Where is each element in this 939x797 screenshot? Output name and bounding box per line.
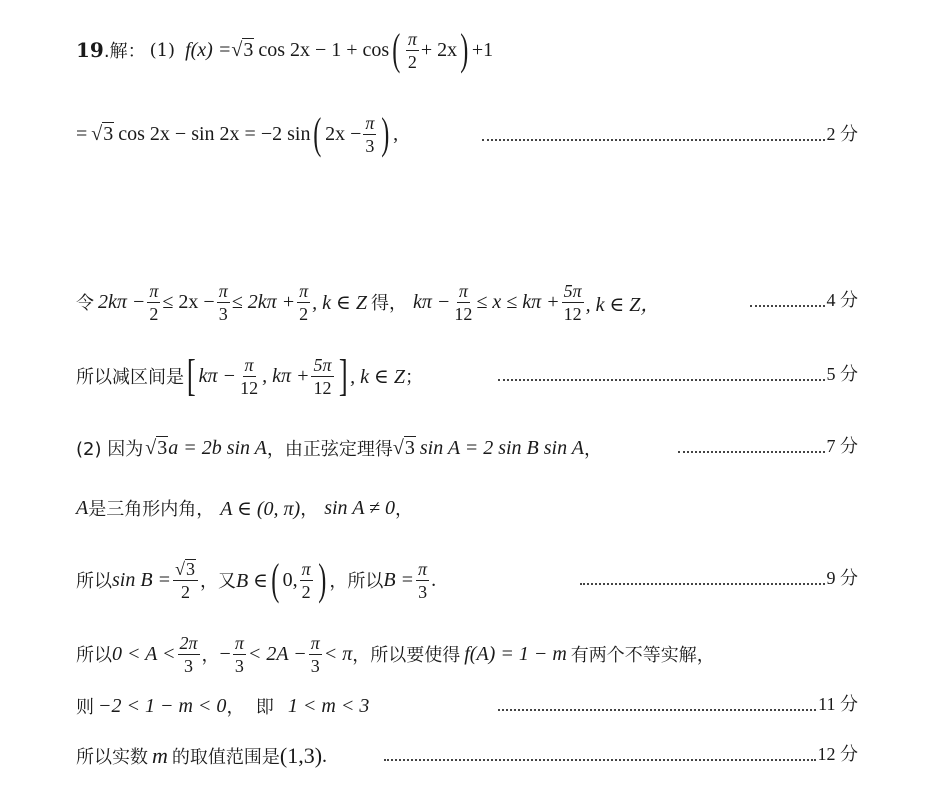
line3-formula: 2kπ − $\frac{\pi}{2}$ ≤ 2x − $\frac{\pi}{3}$ ≤ 2kπ + $\frac{\pi}{2}$ , k ∈ Z (98, 280, 367, 324)
line1-formula: f(x) = √ 3 cos 2x − 1 + cos ( $\frac{\pi}{2}$ + 2x ) +1 (185, 25, 494, 74)
left-paren: ( (313, 109, 322, 158)
right-bracket: ] (338, 351, 348, 400)
right-paren: ) (381, 109, 390, 158)
solution-line-6: A 是三角形内角， A ∈ (0, π) ， sin A ≠ 0 ， (76, 496, 414, 520)
fraction: $\frac{\pi}{3}$ (365, 112, 375, 156)
fraction: $\frac{\pi}{2}$ (407, 28, 417, 72)
score-leader-7: 12 分 (384, 744, 858, 766)
solution-line-8: 所以 0 < A < $\frac{2\pi}{3}$ ， − $\frac{\pi}{3}$ < 2A − $\frac{\pi}{3}$ < π ，所以要使得 f(A) = 1 − m 有两个不等实解， (76, 632, 715, 676)
problem-number: 19 (76, 38, 104, 62)
right-paren: ) (460, 25, 469, 74)
solution-line-5: (2) 因为 √ 3 a = 2b sin A ，由正弦定理得 √ 3 sin A = 2 sin B sin A ， (76, 436, 602, 460)
line4-formula: [ kπ − $\frac{\pi}{12}$ , kπ + $\frac{5\pi}{12}$ ] , k ∈ Z (186, 351, 405, 400)
solution-line-10: 所以实数 m 的取值范围是 (1,3) . (76, 743, 328, 768)
solution-line-7: 所以 sin B = √ 3 2 ，又 B ∈ ( 0, $\frac{\pi}{2}$ ) ，所以 B = $\frac{\pi}{3}$ . (76, 555, 437, 604)
solution-line-4: 所以减区间是 [ kπ − $\frac{\pi}{12}$ , kπ + $\frac{5\pi}{12}$ ] , k ∈ Z ； (76, 351, 423, 400)
score-leader-2: 4 分 (750, 290, 858, 312)
solution-line-1 (76, 22, 879, 78)
score-leader-6: 11 分 (498, 694, 858, 716)
line2-formula: = √ 3 cos 2x − sin 2x = −2 sin ( 2x − $\frac{\pi}{3}$ ) , (76, 109, 399, 158)
solution-line-9: 则 −2 < 1 − m < 0 ， 即 1 < m < 3 (76, 694, 370, 718)
left-bracket: [ (186, 351, 196, 400)
part1-label: (1) (149, 39, 176, 61)
sqrt-symbol: √ 3 (91, 123, 114, 145)
score-leader-5: 9 分 (580, 568, 858, 590)
score-leader-1: 2 分 (482, 124, 858, 146)
solution-label: .解： (103, 41, 146, 62)
score-leader-4: 7 分 (678, 436, 858, 458)
left-paren: ( (392, 25, 401, 74)
score-leader-3: 5 分 (498, 364, 858, 386)
solution-line-3: 令 2kπ − $\frac{\pi}{2}$ ≤ 2x − $\frac{\pi}{3}$ ≤ 2kπ + $\frac{\pi}{2}$ , k ∈ Z 得， kπ − $\frac{\pi}{12}$ ≤ x ≤ kπ + $\frac{5\pi}{12}$ , k ∈ Z， (76, 280, 661, 324)
sqrt-symbol: √ 3 (231, 39, 254, 61)
